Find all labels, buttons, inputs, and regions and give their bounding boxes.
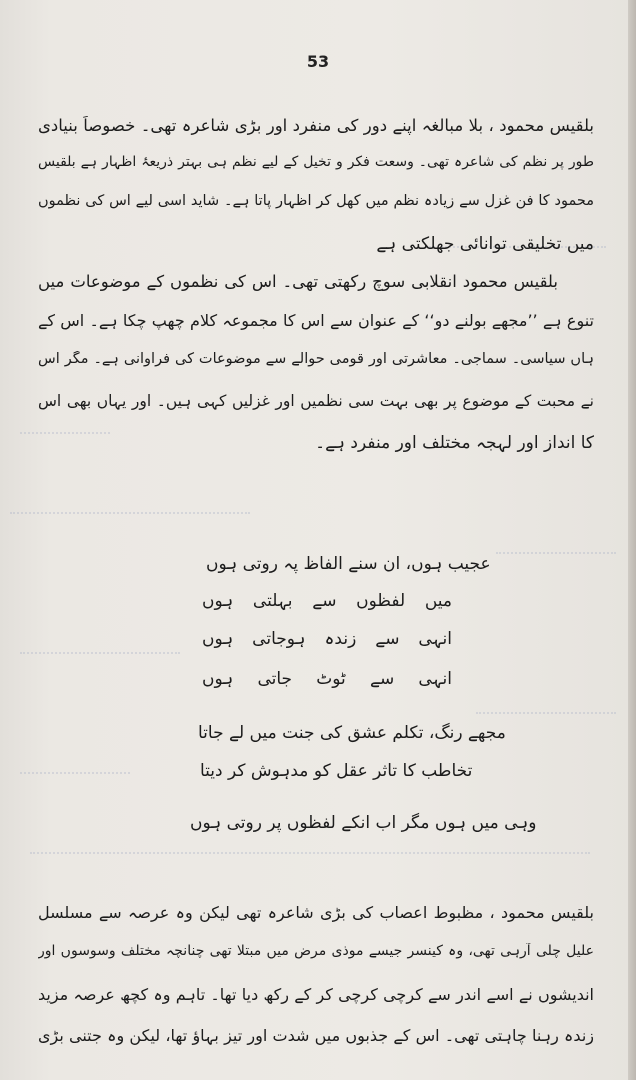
- paragraph2-line: تنوع ہے ’’مجھے بولنے دو‘‘ کے عنوان سے اس کا مجموعہ کلام چھپ چکا ہے۔ اس کے: [38, 311, 594, 330]
- poem-line: انہی سے زندہ ہوجاتی ہوں: [202, 629, 452, 649]
- paragraph3-line: اندیشوں نے اسے اندر سے کرچی کرچی کر کے رکھ دیا تھا۔ تاہم وہ کچھ عرصہ مزید: [38, 985, 594, 1004]
- paragraph1-line: طور پر نظم کی شاعرہ تھی۔ وسعت فکر و تخیل کے لیے نظم ہی بہتر ذریعۂ اظہار ہے بلقیس: [38, 154, 594, 170]
- paragraph2-line: کا انداز اور لہجہ مختلف اور منفرد ہے۔: [315, 433, 594, 453]
- bleed-through-mark: [10, 500, 250, 514]
- poem-line: میں لفظوں سے بہلتی ہوں: [202, 591, 452, 611]
- bleed-through-mark: [30, 840, 590, 854]
- paragraph2-line: ہاں سیاسی۔ سماجی۔ معاشرتی اور قومی حوالے سے موضوعات کی فراوانی ہے۔ مگر اس: [38, 351, 594, 367]
- poem-line: وہی میں ہوں مگر اب انکے لفظوں پر روتی ہوں: [190, 813, 537, 833]
- bleed-through-mark: [20, 760, 130, 774]
- poem-line: مجھے رنگ، تکلم عشق کی جنت میں لے جاتا: [198, 723, 506, 743]
- paragraph1-line: میں تخلیقی توانائی جھلکتی ہے: [376, 234, 594, 254]
- page-number: 53: [306, 52, 330, 71]
- paragraph2-line: نے محبت کے موضوع پر بھی بہت سی نظمیں اور غزلیں کہی ہیں۔ اور یہاں بھی اس: [38, 392, 594, 410]
- poem-line: انہی سے ٹوٹ جاتی ہوں: [202, 669, 452, 689]
- paragraph1-line: بلقیس محمود ، بلا مبالغہ اپنے دور کی منفرد اور بڑی شاعرہ تھی۔ خصوصاً بنیادی: [38, 116, 594, 135]
- poem-line: تخاطب کا تاثر عقل کو مدہوش کر دیتا: [200, 761, 473, 781]
- paragraph3-line: علیل چلی آرہی تھی، وہ کینسر جیسے موذی مرض میں مبتلا تھی چنانچہ مختلف وسوسوں اور: [38, 943, 594, 959]
- poem-line: عجیب ہوں، ان سنے الفاظ پہ روتی ہوں: [206, 554, 491, 574]
- paragraph1-line: محمود کا فن غزل سے زیادہ نظم میں کھل کر اظہار پاتا ہے۔ شاید اسی لیے اس کی نظموں: [38, 193, 594, 209]
- bleed-through-mark: [496, 540, 616, 554]
- paragraph3-line: زندہ رہنا چاہتی تھی۔ اس کے جذبوں میں شدت اور تیز بہاؤ تھا، لیکن وہ جتنی بڑی: [38, 1026, 594, 1045]
- bleed-through-mark: [20, 640, 180, 654]
- paragraph2-line: بلقیس محمود انقلابی سوچ رکھتی تھی۔ اس کی نظموں کے موضوعات میں: [38, 272, 558, 291]
- bleed-through-mark: [476, 700, 616, 714]
- paragraph3-line: بلقیس محمود ، مظبوط اعصاب کی بڑی شاعرہ تھی لیکن وہ عرصہ سے مسلسل: [38, 903, 594, 922]
- page-edge-shadow: [628, 0, 636, 1080]
